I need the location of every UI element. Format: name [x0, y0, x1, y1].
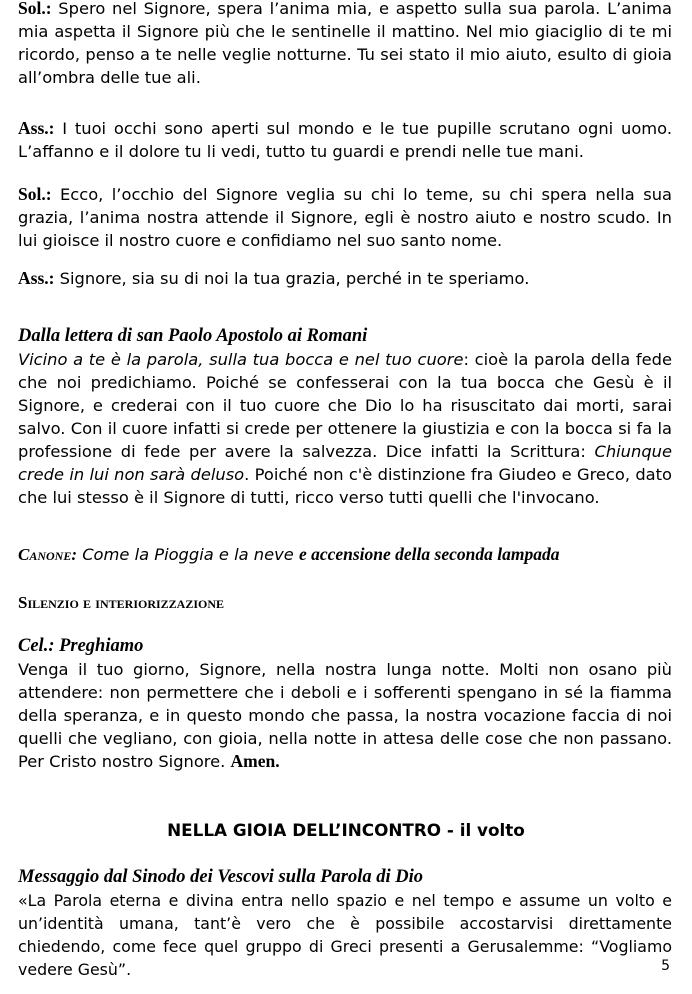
paragraph-sol-2: [18, 183, 672, 252]
message-body: «La Parola eterna e divina entra nello spazio e nel tempo e assume un volto e un’identità umana, tant’è vero che è possibile accostarvisi direttamente chiedendo, come fece quel gruppo di Greci presenti a Gerusalemme: “Vogliamo vedere Gesù”.: [18, 891, 672, 979]
reading-section: [18, 325, 672, 509]
reading-title: Dalla lettera di san Paolo Apostolo ai Romani: [18, 326, 368, 346]
reading-quote: Vicino a te è la parola, sulla tua bocca e nel tuo cuore: [18, 350, 464, 369]
prayer-body: Venga il tuo giorno, Signore, nella nostra lunga notte. Molti non osano più attendere: non permettere che i deboli e i sofferenti spengano in sé la fiamma della speranza, e in questo mondo che passa, la nostra vocazione faccia di noi quelli che vegliano, con gioia, nella notte in attesa delle cose che non passano. Per Cristo nostro Signore. Amen.: [18, 660, 672, 771]
silence-heading: Silenzio e interiorizzazione: [18, 593, 225, 612]
speaker-label: Sol.:: [18, 0, 52, 18]
page-number: 5: [661, 958, 670, 974]
section-title: NELLA GIOIA DELL’INCONTRO - il volto: [167, 820, 525, 840]
paragraph-text: Signore, sia su di noi la tua grazia, perché in te speriamo.: [54, 269, 530, 288]
canone-instruction: e accensione della seconda lampada: [298, 544, 560, 564]
reading-quote: Chiunque crede in lui non sarà deluso: [18, 442, 672, 484]
prayer-section: [18, 635, 672, 773]
prayer-title: Cel.: Preghiamo: [18, 636, 144, 656]
paragraph-ass-1: [18, 117, 672, 163]
paragraph-text: I tuoi occhi sono aperti sul mondo e le tue pupille scrutano ogni uomo. L’affanno e il dolore tu li vedi, tutto tu guardi e prendi nelle tue mani.: [18, 119, 672, 161]
message-title: Messaggio dal Sinodo dei Vescovi sulla Parola di Dio: [18, 867, 423, 887]
paragraph-ass-2: [18, 267, 672, 290]
canone-label: Canone:: [18, 545, 78, 564]
speaker-label: Ass.:: [18, 268, 55, 288]
speaker-label: Sol.:: [18, 184, 52, 204]
paragraph-sol-1: [18, 0, 672, 89]
paragraph-text: Ecco, l’occhio del Signore veglia su chi lo teme, su chi spera nella sua grazia, l’anima nostra attende il Signore, egli è nostro aiuto e nostro scudo. In lui gioisce il nostro cuore e confidiamo nel suo santo nome.: [18, 185, 672, 250]
canone-line: [18, 543, 672, 566]
song-title: Come la Pioggia e la neve: [77, 545, 299, 564]
paragraph-text: Spero nel Signore, spera l’anima mia, e aspetto sulla sua parola. L’anima mia aspetta il Signore più che le sentinelle il mattino. Nel mio giaciglio di te mi ricordo, penso a te nelle veglie notturne. Tu sei stato il mio aiuto, esulto di gioia all’ombra delle tue ali.: [18, 0, 672, 87]
speaker-label: Ass.:: [18, 118, 55, 138]
message-section: [18, 866, 672, 981]
amen: Amen.: [230, 751, 280, 771]
reading-body: Vicino a te è la parola, sulla tua bocca e nel tuo cuore: cioè la parola della fede che noi predichiamo. Poiché se confesserai con la tua bocca che Gesù è il Signore, e crederai con il tuo cuore che Dio lo ha risuscitato dai morti, sarai salvo. Con il cuore infatti si crede per ottenere la giustizia e con la bocca si fa la professione di fede per avere la salvezza. Dice infatti la Scrittura: Chiunque crede in lui non sarà deluso. Poiché non c'è distinzione fra Giudeo e Greco, dato che lui stesso è il Signore di tutti, ricco verso tutti quelli che l'invocano.: [18, 350, 672, 507]
